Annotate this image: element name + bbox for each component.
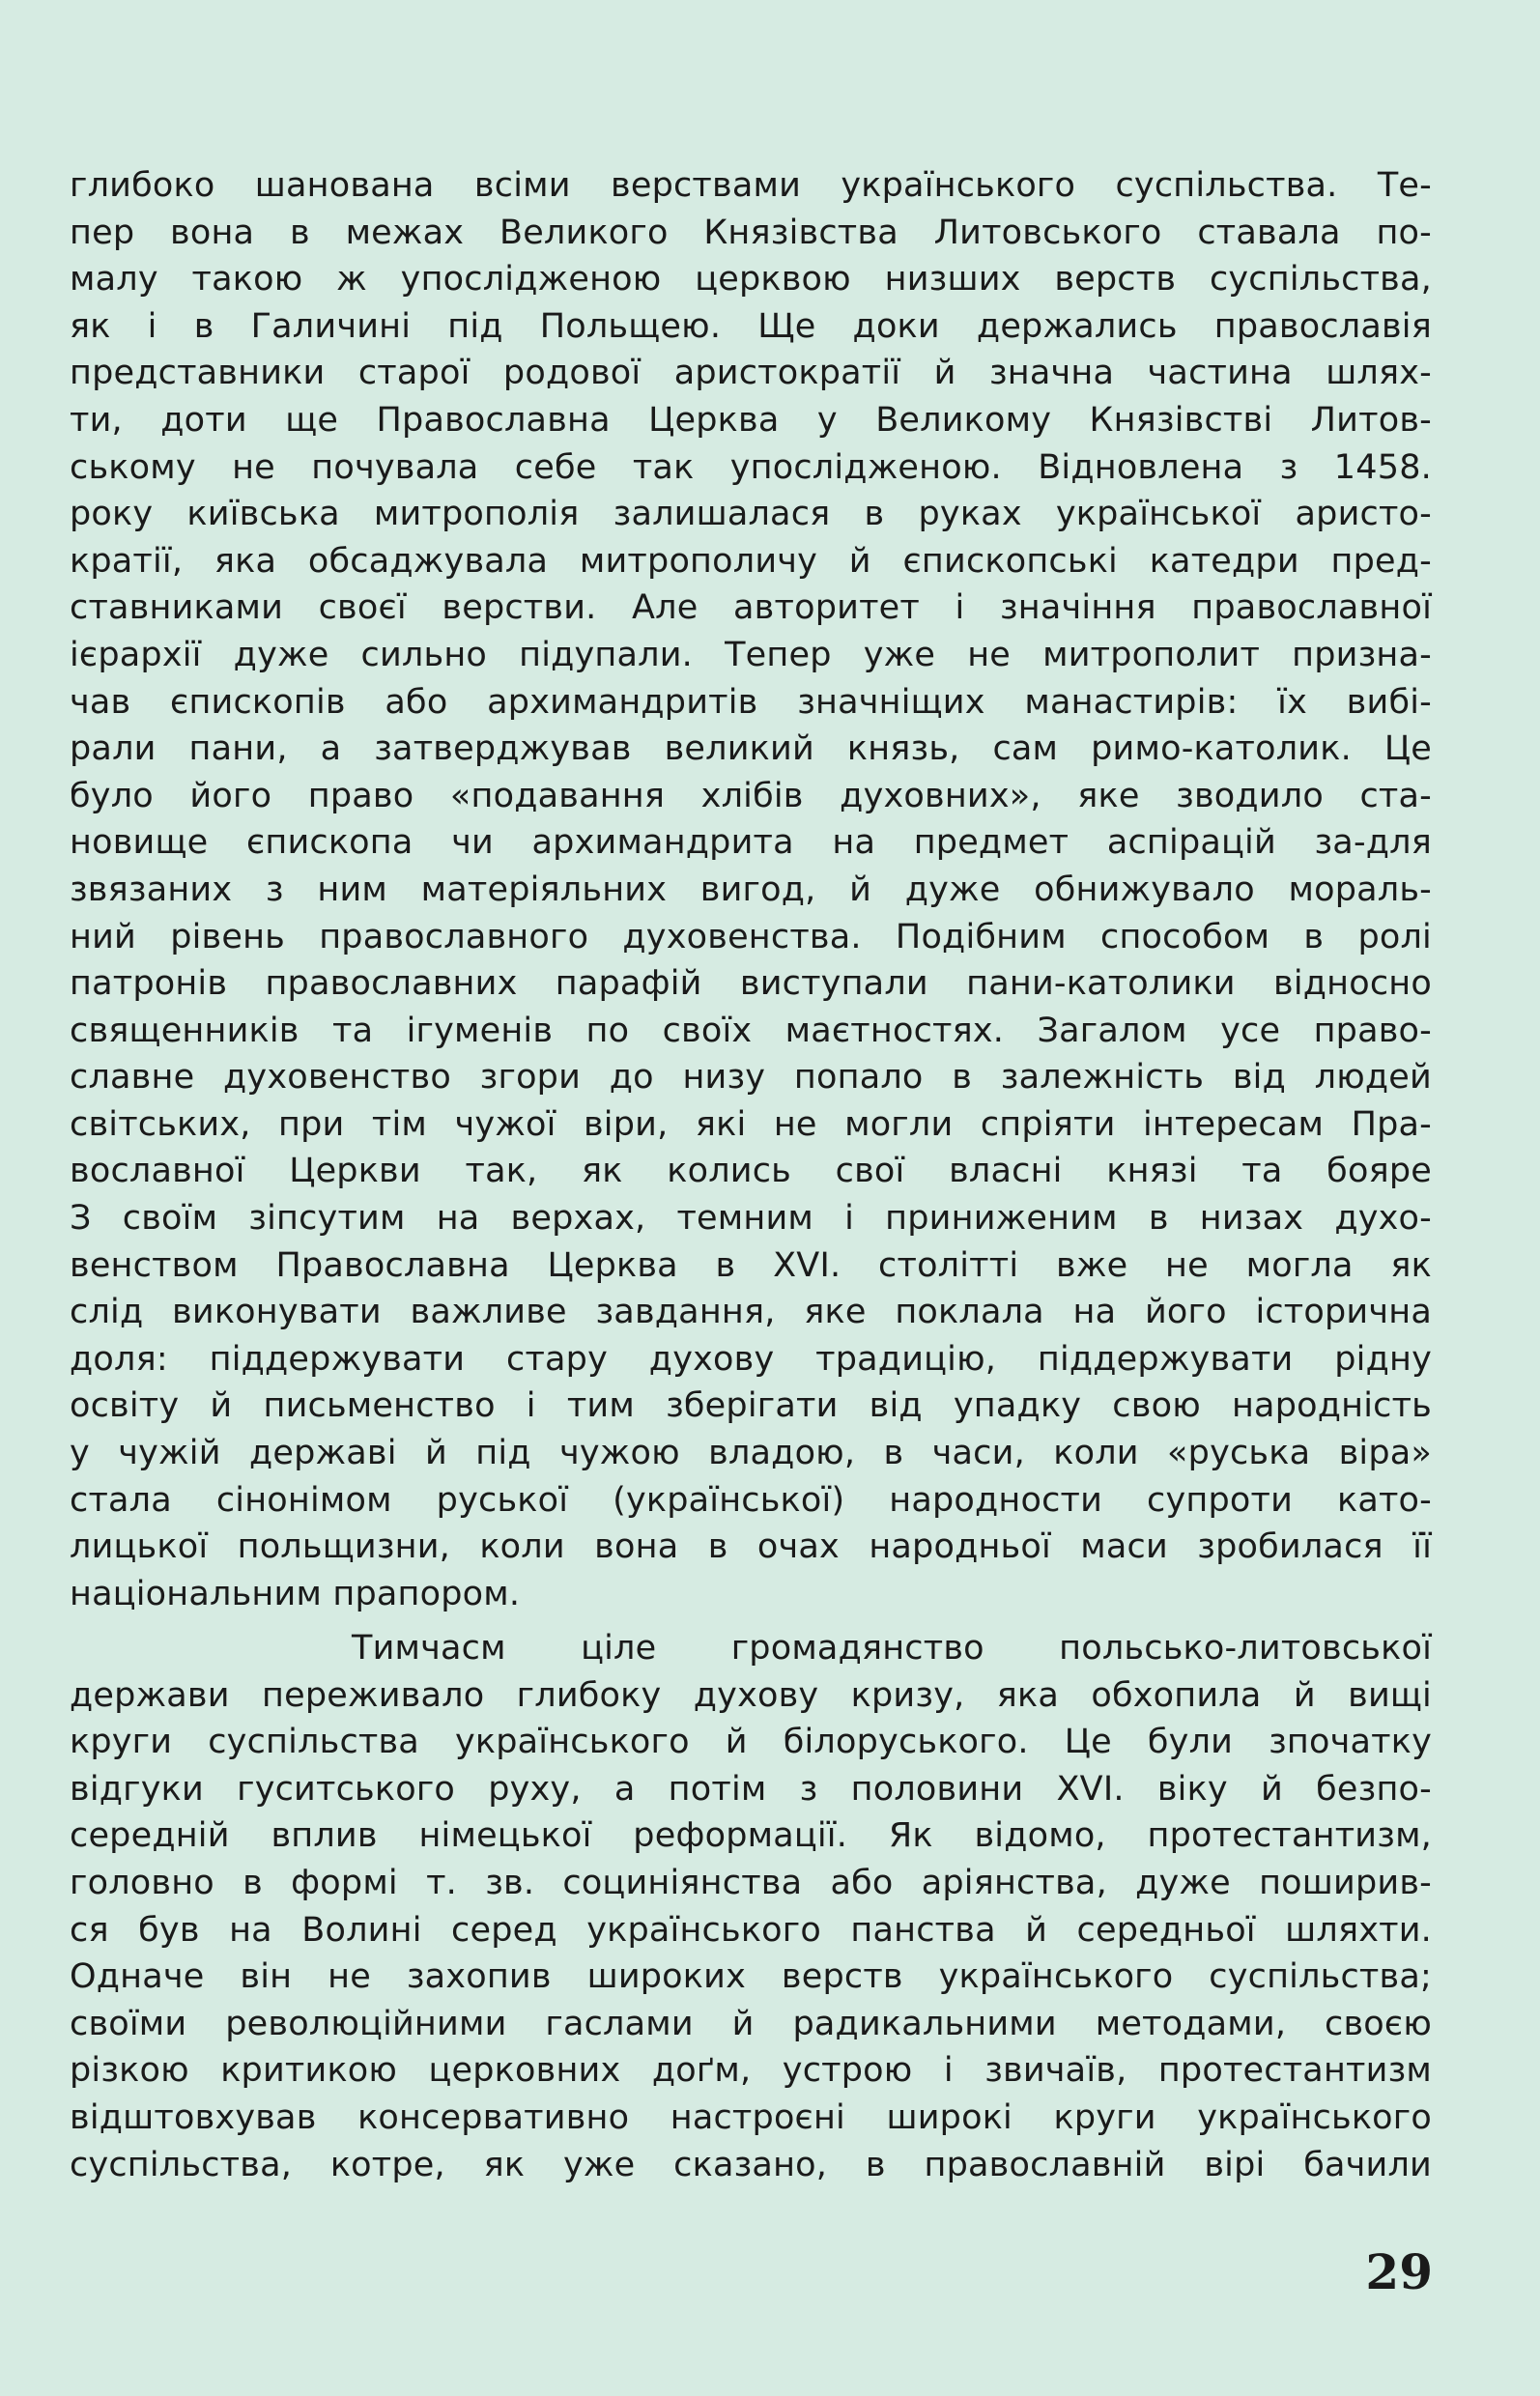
text-line: ся був на Волині серед українського панства й середньої шляхти. — [70, 1910, 1432, 1950]
text-line: венством Православна Церква в XVI. столітті вже не могла як — [70, 1245, 1432, 1285]
page-number: 29 — [1365, 2243, 1433, 2300]
text-line: лицької польщизни, коли вона в очах народньої маси зробилася її — [70, 1527, 1432, 1567]
text-line: світських, при тім чужої віри, які не могли спріяти інтересам Пра- — [70, 1104, 1432, 1144]
text-line: пер вона в межах Великого Князівства Литовського ставала по- — [70, 213, 1432, 252]
text-line: вославної Церкви так, як колись свої власні князі та бояре — [70, 1152, 1432, 1191]
text-line: різкою критикою церковних доґм, устрою і звичаїв, протестантизм — [70, 2051, 1432, 2091]
text-line: круги суспільства українського й білоруського. Це були зпочатку — [70, 1723, 1432, 1762]
text-line: звязаних з ним матеріяльних вигод, й дуже обнижувало мораль- — [70, 870, 1432, 909]
text-line: Тимчасм ціле громадянство польсько-литовської — [352, 1629, 1432, 1668]
text-line: малу такою ж упослідженою церквою низших верств суспільства, — [70, 260, 1432, 300]
text-line: стала сінонімом руської (української) народности супроти като- — [70, 1480, 1432, 1520]
text-line: слід виконувати важливе завдання, яке поклала на його історична — [70, 1293, 1432, 1332]
text-line: суспільства, котре, як уже сказано, в православній вірі бачили — [70, 2145, 1432, 2184]
text-line: відгуки гуситського руху, а потім з половини XVI. віку й безпо- — [70, 1769, 1432, 1809]
text-line: держави переживало глибоку духову кризу, яка обхопила й вищі — [70, 1675, 1432, 1715]
paragraph-1 — [70, 162, 1432, 1617]
text-line: чав єпископів або архимандритів значніщих манастирів: їх вибі- — [70, 682, 1432, 722]
text-line: освіту й письменство і тим зберігати від упадку свою народність — [70, 1386, 1432, 1426]
text-line: З своїм зіпсутим на верхах, темним і приниженим в низах духо- — [70, 1199, 1432, 1239]
text-line: новище єпископа чи архимандрита на предмет аспірацій за-для — [70, 823, 1432, 863]
text-line: ставниками своєї верстви. Але авторитет і значіння православної — [70, 588, 1432, 628]
text-line: року київська митрополія залишалася в руках української аристо- — [70, 495, 1432, 534]
text-line: своїми революційними гаслами й радикальними методами, своєю — [70, 2004, 1432, 2043]
text-line: ний рівень православного духовенства. Подібним способом в ролі — [70, 917, 1432, 956]
text-line: священників та ігуменів по своїх маєтностях. Загалом усе право- — [70, 1011, 1432, 1050]
text-line: патронів православних парафій виступали пани-католики відносно — [70, 964, 1432, 1004]
text-line: як і в Галичині під Польщею. Ще доки держались православія — [70, 306, 1432, 346]
text-line: ському не почувала себе так упослідженою. Відновлена з 1458. — [70, 447, 1432, 487]
text-line: глибоко шанована всіми верствами українського суспільства. Те- — [70, 166, 1432, 205]
text-line: рали пани, а затверджував великий князь, сам римо-католик. Це — [70, 729, 1432, 769]
text-line: національним прапором. — [70, 1574, 521, 1613]
text-line: ти, доти ще Православна Церква у Великому Князівстві Литов- — [70, 400, 1432, 440]
text-line: у чужій державі й під чужою владою, в часи, коли «руська віра» — [70, 1434, 1432, 1473]
text-line: середній вплив німецької реформації. Як відомо, протестантизм, — [70, 1816, 1432, 1856]
text-line: Одначе він не захопив широких верств українського суспільства; — [70, 1957, 1432, 1997]
text-line: головно в формі т. зв. социніянства або аріянства, дуже поширив- — [70, 1863, 1432, 1902]
text-line: відштовхував консервативно настроєні широкі круги українського — [70, 2097, 1432, 2137]
paragraph-2 — [70, 1625, 1432, 2188]
text-line: представники старої родової аристократії й значна частина шлях- — [70, 354, 1432, 393]
text-line: ієрархії дуже сильно підупали. Тепер уже не митрополит призна- — [70, 635, 1432, 674]
text-line: кратії, яка обсаджувала митрополичу й єпископські катедри пред- — [70, 541, 1432, 581]
text-line: було його право «подавання хлібів духовних», яке зводило ста- — [70, 776, 1432, 815]
text-line: славне духовенство згори до низу попало в залежність від людей — [70, 1058, 1432, 1098]
text-line: доля: піддержувати стару духову традицію, піддержувати рідну — [70, 1339, 1432, 1379]
